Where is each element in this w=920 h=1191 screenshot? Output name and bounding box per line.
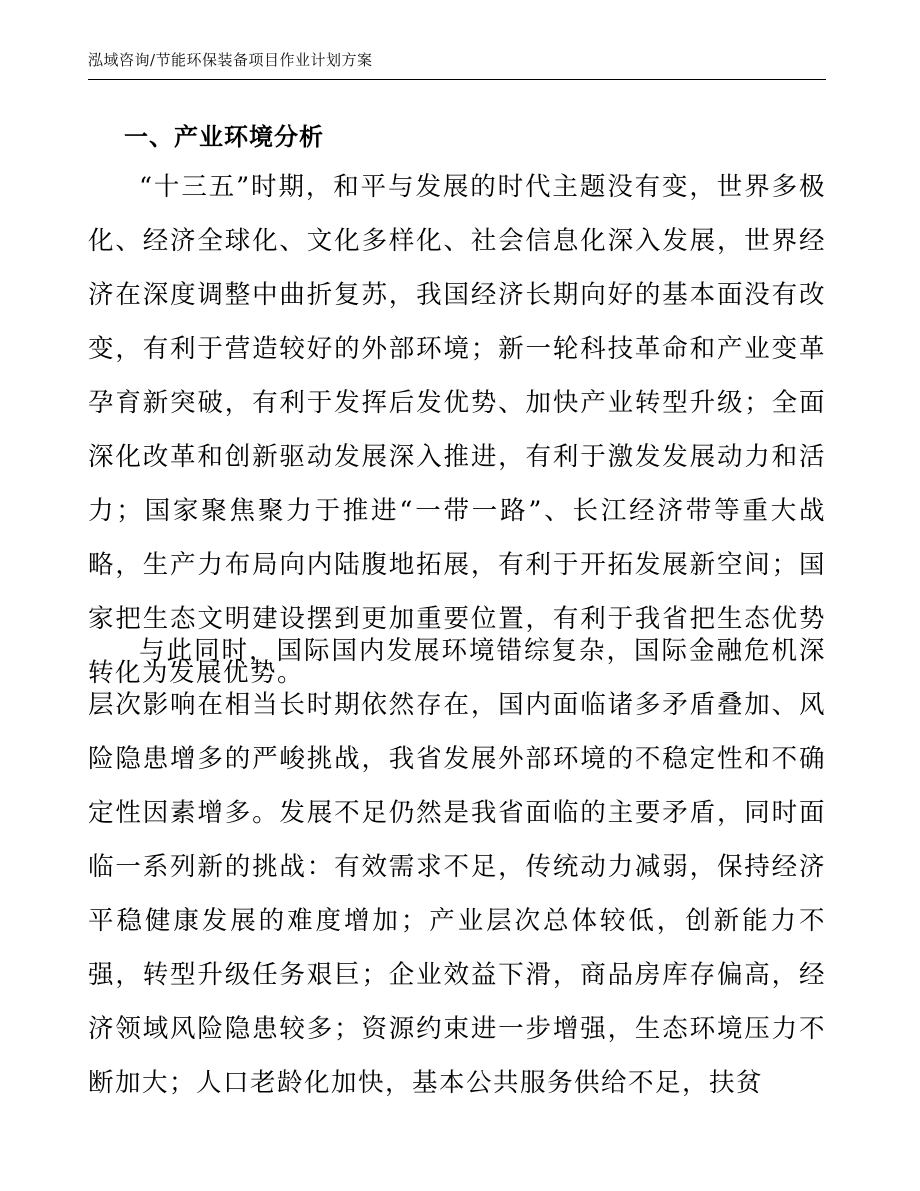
page-header: 泓域咨询/节能环保装备项目作业计划方案 bbox=[88, 51, 373, 69]
section-heading: 一、产业环境分析 bbox=[124, 123, 324, 151]
body-paragraph: 与此同时，国际国内发展环境错综复杂，国际金融危机深层次影响在相当长时期依然存在，国内面临诸多矛盾叠加、风险隐患增多的严峻挑战，我省发展外部环境的不稳定性和不确定性因素增多。发展不足仍然是我省面临的主要矛盾，同时面临一系列新的挑战：有效需求不足，传统动力减弱，保持经济平稳健康发展的难度增加；产业层次总体较低，创新能力不强，转型升级任务艰巨；企业效益下滑，商品房库存偏高，经济领域风险隐患较多；资源约束进一步增强，生态环境压力不断加大；人口老龄化加快，基本公共服务供给不足，扶贫 bbox=[88, 636, 826, 1098]
header-divider bbox=[88, 79, 826, 80]
body-paragraph: “十三五”时期，和平与发展的时代主题没有变，世界多极化、经济全球化、文化多样化、社会信息化深入发展，世界经济在深度调整中曲折复苏，我国经济长期向好的基本面没有改变，有利于营造较好的外部环境；新一轮科技革命和产业变革孕育新突破，有利于发挥后发优势、加快产业转型升级；全面深化改革和创新驱动发展深入推进，有利于激发发展动力和活力；国家聚焦聚力于推进“一带一路”、长江经济带等重大战略，生产力布局向内陆腹地拓展，有利于开拓发展新空间；国家把生态文明建设摆到更加重要位置，有利于我省把生态优势转化为发展优势。 bbox=[88, 172, 826, 688]
